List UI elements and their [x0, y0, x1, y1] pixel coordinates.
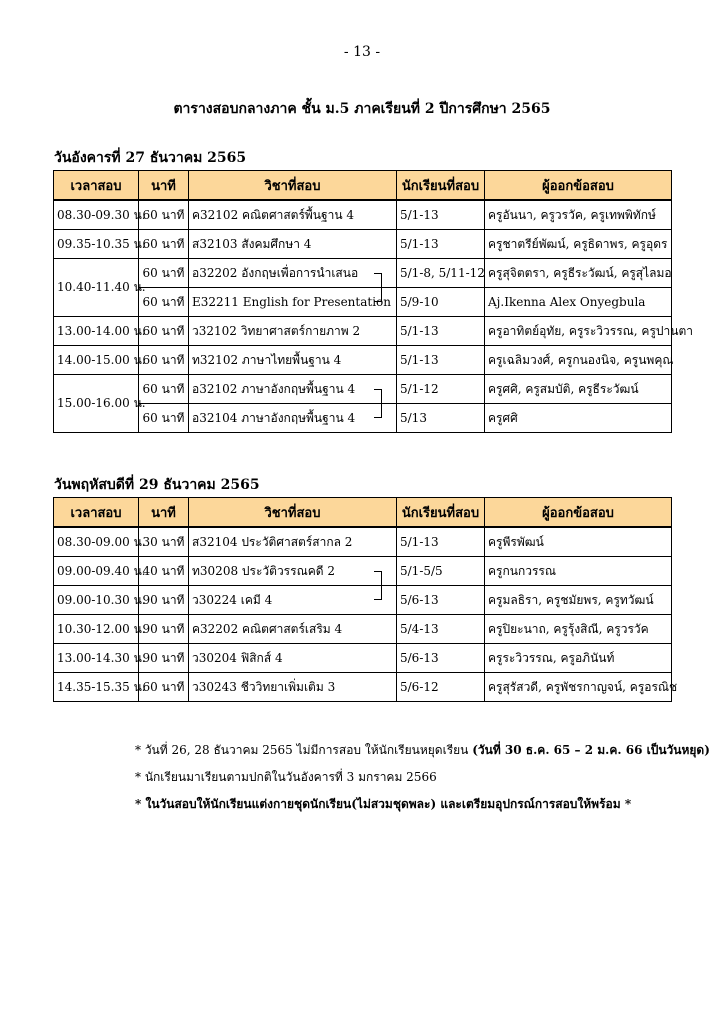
cell-time: 09.35-10.35 น.: [54, 230, 139, 259]
cell-teachers: Aj.Ikenna Alex Onyegbula: [485, 288, 672, 317]
cell-minutes: 60 นาที: [139, 288, 189, 317]
cell-subject: [189, 375, 397, 404]
table-row: [54, 317, 672, 346]
cell-time: 09.00-10.30 น.: [54, 586, 139, 615]
cell-time: 15.00-16.00 น.: [54, 375, 139, 433]
cell-students: 5/1-13: [397, 317, 485, 346]
cell-subject: ค32202 คณิตศาสตร์เสริม 4: [189, 615, 397, 644]
cell-minutes: 40 นาที: [139, 557, 189, 586]
header-students: นักเรียนที่สอบ: [397, 171, 485, 201]
note-holiday-text: * วันที่ 26, 28 ธันวาคม 2565 ไม่มีการสอบ ให้นักเรียนหยุดเรียน: [135, 743, 473, 757]
bracket-line: [374, 404, 382, 418]
cell-students: 5/6-13: [397, 644, 485, 673]
page-number: - 13 -: [343, 44, 381, 60]
cell-students: 5/9-10: [397, 288, 485, 317]
exam-table-day1: [53, 170, 693, 433]
cell-teachers: ครูสุจิตตรา, ครูธีระวัฒน์, ครูสุไลมอ: [485, 259, 672, 288]
header-time: เวลาสอบ: [54, 171, 139, 201]
cell-students: 5/1-8, 5/11-12: [397, 259, 485, 288]
table-row: [54, 404, 672, 433]
cell-time: 09.00-09.40 น.: [54, 557, 139, 586]
cell-minutes: 60 นาที: [139, 200, 189, 230]
cell-time: 10.30-12.00 น.: [54, 615, 139, 644]
day2-title: วันพฤหัสบดีที่ 29 ธันวาคม 2565: [54, 477, 260, 493]
header-minutes: นาที: [139, 171, 189, 201]
table-row: [54, 586, 672, 615]
cell-minutes: 60 นาที: [139, 673, 189, 702]
subject-text: ท30208 ประวัติวรรณคดี 2: [192, 563, 335, 578]
note-dress-code: [135, 796, 710, 813]
cell-students: 5/6-12: [397, 673, 485, 702]
note-dress-code-text: * ในวันสอบให้นักเรียนแต่งกายชุดนักเรียน(ไม่สวมชุดพละ) และเตรียมอุปกรณ์การสอบให้พร้อม *: [135, 797, 632, 811]
cell-subject: ส32104 ประวัติศาสตร์สากล 2: [189, 527, 397, 557]
subject-text: อ32202 อังกฤษเพื่อการนำเสนอ: [192, 265, 359, 280]
cell-subject: ส32103 สังคมศึกษา 4: [189, 230, 397, 259]
bracket-line: [374, 389, 382, 403]
bracket-line: [374, 273, 382, 287]
table-row: [54, 375, 672, 404]
header-minutes: นาที: [139, 498, 189, 528]
table-row: [54, 527, 672, 557]
cell-subject: ท32102 ภาษาไทยพื้นฐาน 4: [189, 346, 397, 375]
bracket-line: [374, 586, 382, 600]
cell-subject: ว32102 วิทยาศาสตร์กายภาพ 2: [189, 317, 397, 346]
header-teachers: ผู้ออกข้อสอบ: [485, 171, 672, 201]
subject-text: E32211 English for Presentation: [192, 295, 392, 309]
cell-minutes: 60 นาที: [139, 404, 189, 433]
page-title: ตารางสอบกลางภาค ชั้น ม.5 ภาคเรียนที่ 2 ปีการศึกษา 2565: [173, 101, 551, 117]
cell-minutes: 90 นาที: [139, 615, 189, 644]
cell-subject: ว30204 ฟิสิกส์ 4: [189, 644, 397, 673]
table-row: [54, 644, 672, 673]
cell-minutes: 60 นาที: [139, 230, 189, 259]
notes-section: [135, 742, 710, 823]
cell-minutes: 90 นาที: [139, 586, 189, 615]
cell-time: 13.00-14.00 น.: [54, 317, 139, 346]
table-row: [54, 230, 672, 259]
table-row: [54, 557, 672, 586]
note-holiday-bold: (วันที่ 30 ธ.ค. 65 – 2 ม.ค. 66 เป็นวันหยุด): [472, 743, 710, 757]
cell-students: 5/6-13: [397, 586, 485, 615]
cell-minutes: 30 นาที: [139, 527, 189, 557]
subject-text: อ32102 ภาษาอังกฤษพื้นฐาน 4: [192, 381, 356, 396]
cell-teachers: ครูระวิวรรณ, ครูอภินันท์: [485, 644, 672, 673]
bracket-line: [374, 571, 382, 585]
cell-minutes: 60 นาที: [139, 346, 189, 375]
cell-teachers: ครูปิยะนาถ, ครูรุ้งสิณี, ครูวรวัค: [485, 615, 672, 644]
cell-teachers: ครูศศิ: [485, 404, 672, 433]
cell-teachers: ครูเฉลิมวงศ์, ครูกนองนิจ, ครูนพคุณ: [485, 346, 672, 375]
header-teachers: ผู้ออกข้อสอบ: [485, 498, 672, 528]
cell-time: 08.30-09.00 น.: [54, 527, 139, 557]
cell-subject: [189, 259, 397, 288]
cell-students: 5/4-13: [397, 615, 485, 644]
cell-time: 14.00-15.00 น.: [54, 346, 139, 375]
header-students: นักเรียนที่สอบ: [397, 498, 485, 528]
table-row: [54, 615, 672, 644]
table-row: [54, 200, 672, 230]
cell-subject: [189, 557, 397, 586]
cell-teachers: ครูอันนา, ครูวรวัค, ครูเทพพิทักษ์: [485, 200, 672, 230]
exam-table-day2: [53, 497, 678, 702]
cell-students: 5/13: [397, 404, 485, 433]
cell-minutes: 60 นาที: [139, 375, 189, 404]
cell-teachers: ครูพีรพัฒน์: [485, 527, 672, 557]
cell-teachers: ครูอาทิตย์อุทัย, ครูระวิวรรณ, ครูปานตา: [485, 317, 672, 346]
note-holiday: [135, 742, 710, 759]
cell-students: 5/1-13: [397, 200, 485, 230]
cell-students: 5/1-13: [397, 346, 485, 375]
cell-teachers: ครูศศิ, ครูสมบัติ, ครูธีระวัฒน์: [485, 375, 672, 404]
header-time: เวลาสอบ: [54, 498, 139, 528]
cell-students: 5/1-12: [397, 375, 485, 404]
header-subject: วิชาที่สอบ: [189, 171, 397, 201]
cell-teachers: ครูสุรัสวดี, ครูพัชรกาญจน์, ครูอรณิช: [485, 673, 672, 702]
cell-teachers: ครูกนกวรรณ: [485, 557, 672, 586]
header-subject: วิชาที่สอบ: [189, 498, 397, 528]
table-row: [54, 346, 672, 375]
cell-teachers: ครูชาตรีย์พัฒน์, ครูธิดาพร, ครูอุดร: [485, 230, 672, 259]
table-row: [54, 288, 672, 317]
cell-students: 5/1-13: [397, 230, 485, 259]
table-row: [54, 673, 672, 702]
cell-time: 13.00-14.30 น.: [54, 644, 139, 673]
day1-title: วันอังคารที่ 27 ธันวาคม 2565: [54, 150, 247, 166]
cell-subject: ว30243 ชีววิทยาเพิ่มเติม 3: [189, 673, 397, 702]
cell-subject: [189, 404, 397, 433]
table-row: [54, 259, 672, 288]
cell-subject: [189, 288, 397, 317]
cell-minutes: 60 นาที: [139, 259, 189, 288]
table-header-row: [54, 498, 672, 528]
cell-students: 5/1-13: [397, 527, 485, 557]
subject-text: อ32104 ภาษาอังกฤษพื้นฐาน 4: [192, 410, 356, 425]
cell-subject: [189, 586, 397, 615]
cell-minutes: 90 นาที: [139, 644, 189, 673]
cell-teachers: ครูมลธิรา, ครูชมัยพร, ครูทวัฒน์: [485, 586, 672, 615]
cell-time: 14.35-15.35 น.: [54, 673, 139, 702]
subject-text: ว30224 เคมี 4: [192, 592, 273, 607]
table-header-row: [54, 171, 672, 201]
cell-time: 10.40-11.40 น.: [54, 259, 139, 317]
cell-minutes: 60 นาที: [139, 317, 189, 346]
cell-students: 5/1-5/5: [397, 557, 485, 586]
note-resume-class: * นักเรียนมาเรียนตามปกติในวันอังคารที่ 3 มกราคม 2566: [135, 770, 437, 784]
cell-time: 08.30-09.30 น.: [54, 200, 139, 230]
cell-subject: ค32102 คณิตศาสตร์พื้นฐาน 4: [189, 200, 397, 230]
